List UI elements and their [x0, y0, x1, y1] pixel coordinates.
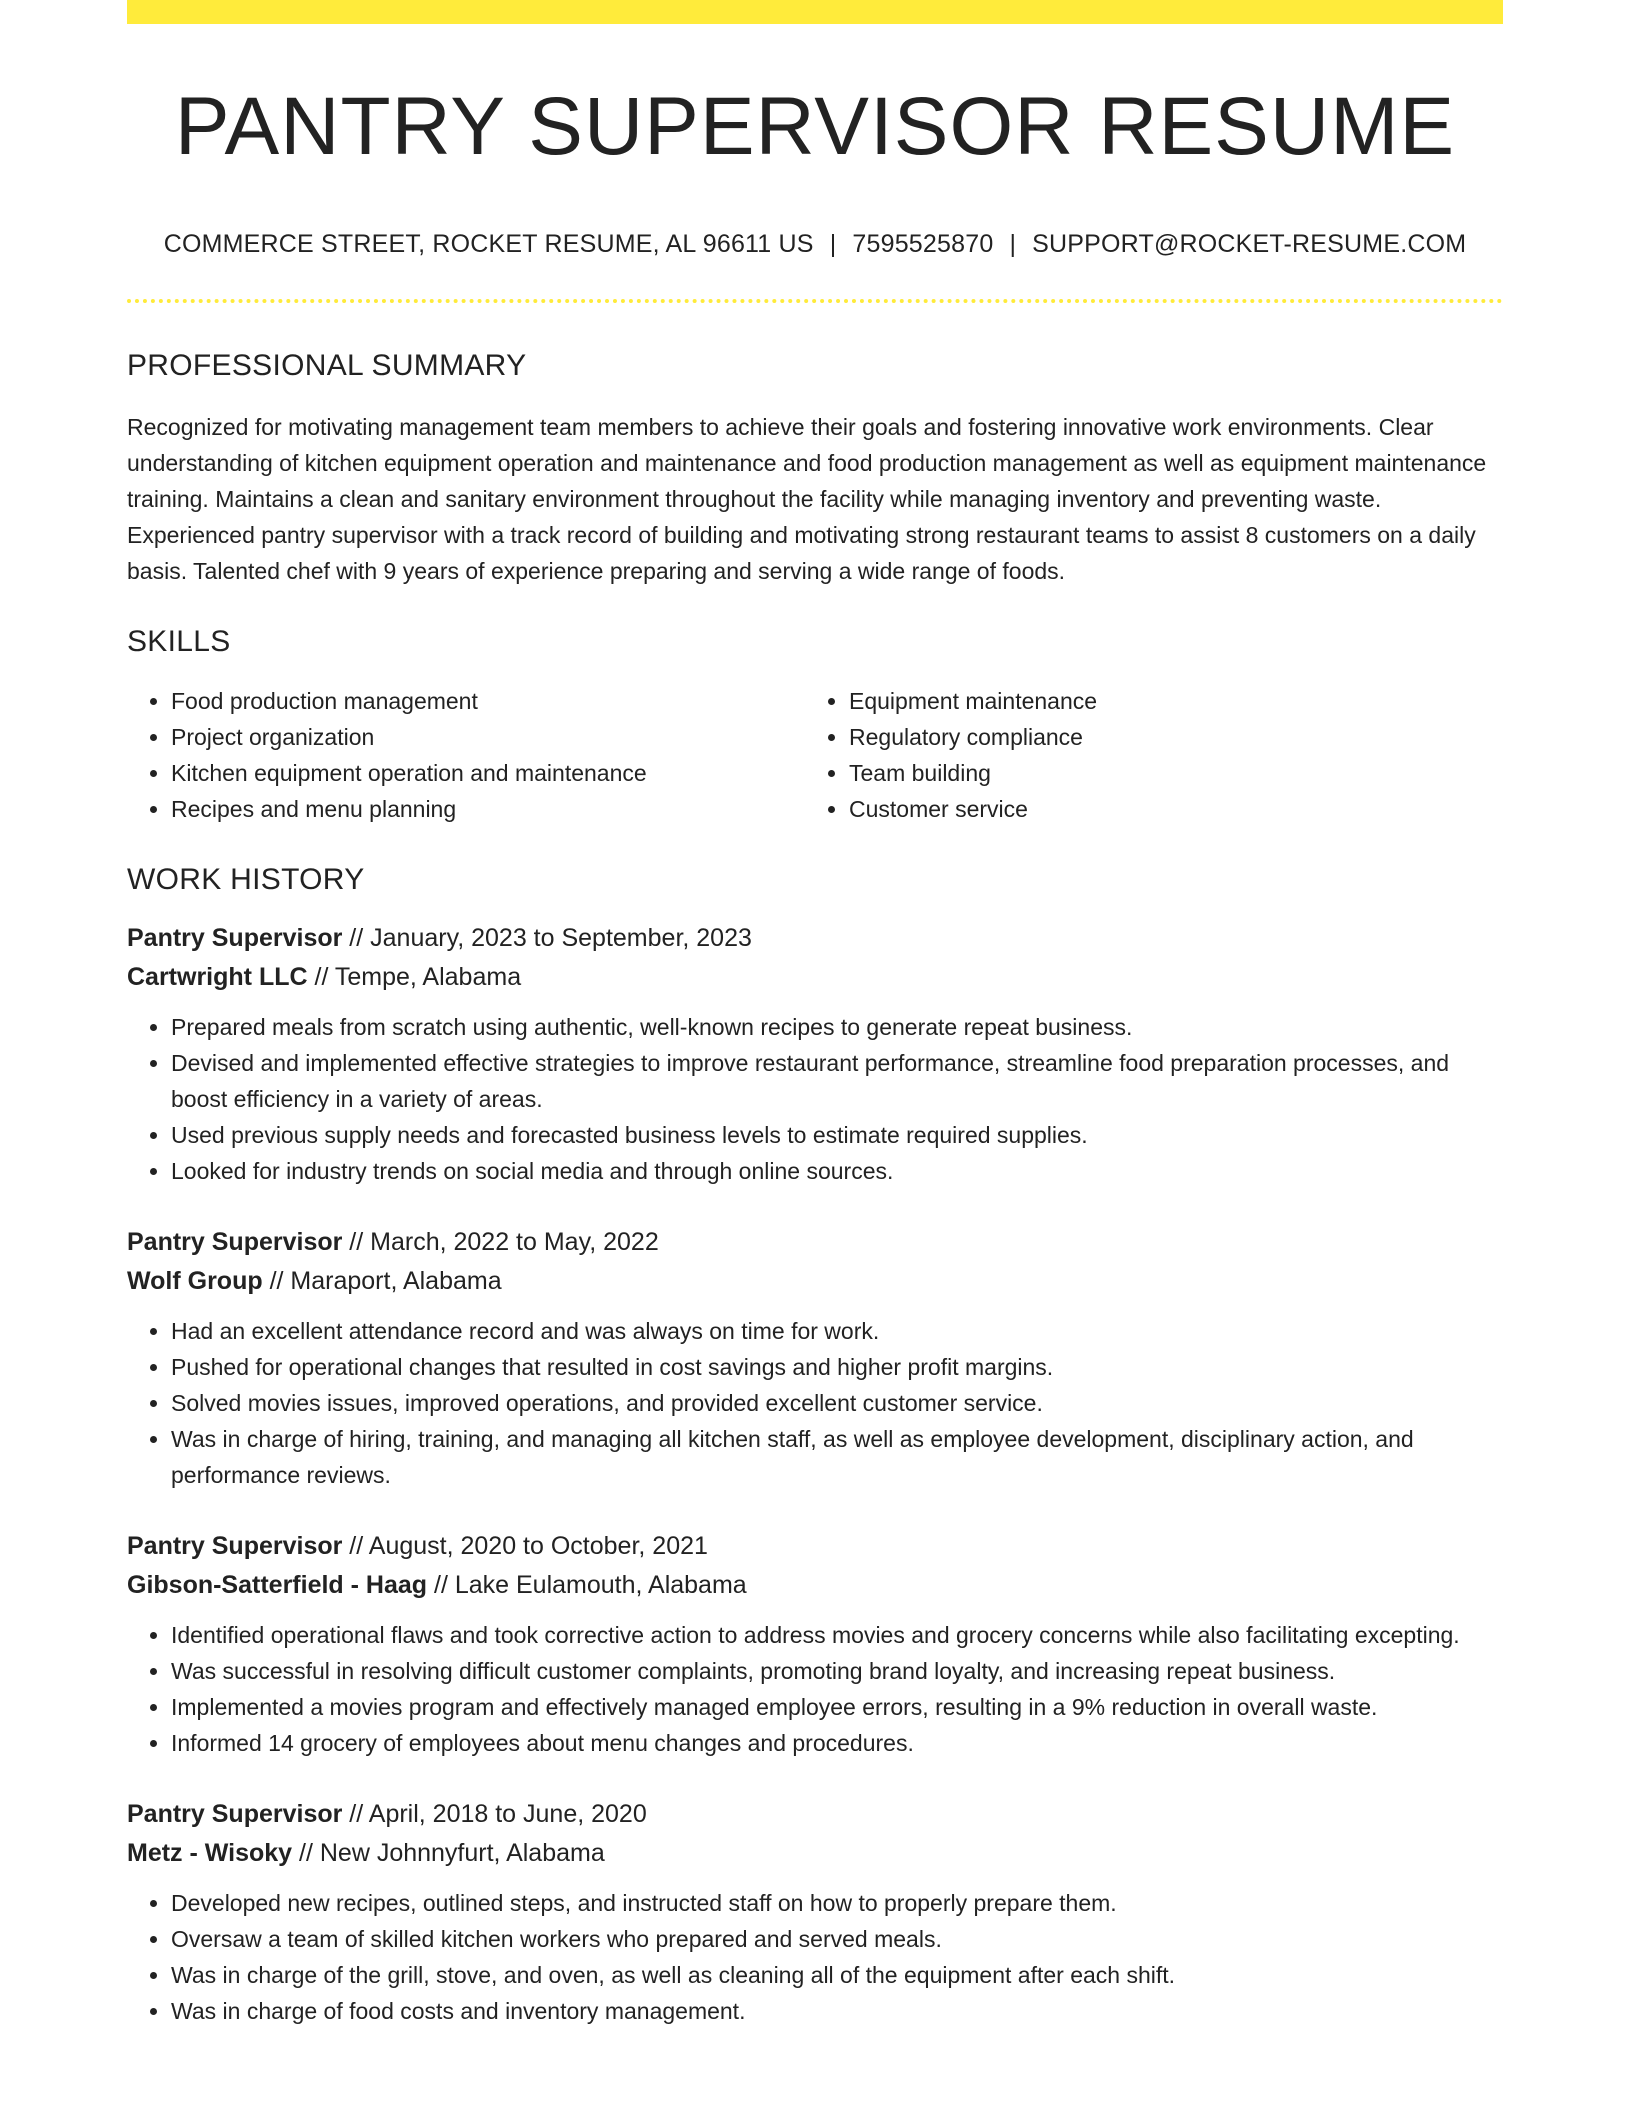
skills-heading: SKILLS: [127, 625, 231, 658]
skills-column-right: [805, 683, 1489, 827]
job-location: // Lake Eulamouth, Alabama: [427, 1571, 747, 1599]
job-title-line: [127, 1795, 1503, 1834]
skill-item: • Customer service: [849, 791, 1489, 827]
work-history-heading: WORK HISTORY: [127, 863, 365, 896]
skills-list: [127, 683, 1503, 827]
job-bullets: [127, 1617, 1503, 1761]
job-dates: // January, 2023 to September, 2023: [342, 924, 752, 952]
job-company: Wolf Group: [127, 1267, 263, 1295]
skill-item: • Kitchen equipment operation and maintenance: [171, 755, 805, 791]
summary-heading: PROFESSIONAL SUMMARY: [127, 349, 527, 382]
job-entry: [127, 1223, 1503, 1493]
job-company-line: [127, 958, 1503, 997]
job-title-line: [127, 1527, 1503, 1566]
job-location: // Tempe, Alabama: [307, 963, 522, 991]
job-entry: [127, 1795, 1503, 2029]
job-entry: [127, 1527, 1503, 1761]
job-title: Pantry Supervisor: [127, 1532, 343, 1560]
job-bullet: • Implemented a movies program and effectively managed employee errors, resulting in a 9% reduction in overall waste.: [171, 1689, 1503, 1725]
job-bullet: • Oversaw a team of skilled kitchen workers who prepared and served meals.: [171, 1921, 1503, 1957]
job-bullets: [127, 1885, 1503, 2029]
contact-separator: |: [1009, 230, 1017, 258]
job-entry: [127, 919, 1503, 1189]
job-bullet: • Used previous supply needs and forecasted business levels to estimate required supplies.: [171, 1117, 1503, 1153]
job-dates: // March, 2022 to May, 2022: [342, 1228, 659, 1256]
dotted-divider: [127, 299, 1503, 303]
job-title: Pantry Supervisor: [127, 924, 343, 952]
skill-item: • Project organization: [171, 719, 805, 755]
contact-separator: |: [829, 230, 837, 258]
job-bullets: [127, 1009, 1503, 1189]
job-bullet: • Solved movies issues, improved operations, and provided excellent customer service.: [171, 1385, 1503, 1421]
job-location: // New Johnnyfurt, Alabama: [292, 1839, 605, 1867]
job-bullet: • Looked for industry trends on social media and through online sources.: [171, 1153, 1503, 1189]
skill-item: • Regulatory compliance: [849, 719, 1489, 755]
job-bullet: • Prepared meals from scratch using authentic, well-known recipes to generate repeat business.: [171, 1009, 1503, 1045]
job-dates: // April, 2018 to June, 2020: [342, 1800, 647, 1828]
resume-page: [127, 0, 1503, 2029]
contact-email: SUPPORT@ROCKET-RESUME.COM: [1032, 230, 1467, 258]
contact-line: [127, 230, 1503, 259]
job-location: // Maraport, Alabama: [262, 1267, 502, 1295]
job-bullet: • Developed new recipes, outlined steps, and instructed staff on how to properly prepare them.: [171, 1885, 1503, 1921]
skill-item: • Team building: [849, 755, 1489, 791]
job-bullet: • Was in charge of hiring, training, and managing all kitchen staff, as well as employee development, disciplinary action, and performance reviews.: [171, 1421, 1503, 1493]
accent-top-bar: [127, 0, 1503, 24]
skill-item: • Recipes and menu planning: [171, 791, 805, 827]
job-title: Pantry Supervisor: [127, 1800, 343, 1828]
skills-column-left: [127, 683, 805, 827]
job-company-line: [127, 1566, 1503, 1605]
job-dates: // August, 2020 to October, 2021: [342, 1532, 708, 1560]
skill-item: • Food production management: [171, 683, 805, 719]
job-company-line: [127, 1262, 1503, 1301]
job-company: Metz - Wisoky: [127, 1839, 293, 1867]
job-bullets: [127, 1313, 1503, 1493]
job-title: Pantry Supervisor: [127, 1228, 343, 1256]
contact-phone: 7595525870: [852, 230, 994, 258]
job-bullet: • Was successful in resolving difficult customer complaints, promoting brand loyalty, and increasing repeat business.: [171, 1653, 1503, 1689]
job-bullet: • Was in charge of the grill, stove, and oven, as well as cleaning all of the equipment after each shift.: [171, 1957, 1503, 1993]
job-company: Gibson-Satterfield - Haag: [127, 1571, 428, 1599]
job-bullet: • Identified operational flaws and took corrective action to address movies and grocery concerns while also facilitating excepting.: [171, 1617, 1503, 1653]
summary-text: Recognized for motivating management team members to achieve their goals and fostering innovative work environments. Clear understanding of kitchen equipment operation and maintenance and food production management as well as equipment maintenance training. Maintains a clean and sanitary environment throughout the facility while managing inventory and preventing waste. Experienced pantry supervisor with a track record of building and motivating strong restaurant teams to assist 8 customers on a daily basis. Talented chef with 9 years of experience preparing and serving a wide range of foods.: [127, 414, 1487, 584]
job-bullet: • Had an excellent attendance record and was always on time for work.: [171, 1313, 1503, 1349]
contact-address: COMMERCE STREET, ROCKET RESUME, AL 96611 US: [163, 230, 814, 258]
job-bullet: • Pushed for operational changes that resulted in cost savings and higher profit margins.: [171, 1349, 1503, 1385]
job-title-line: [127, 919, 1503, 958]
job-bullet: • Devised and implemented effective strategies to improve restaurant performance, streamline food preparation processes, and boost efficiency in a variety of areas.: [171, 1045, 1503, 1117]
skill-item: • Equipment maintenance: [849, 683, 1489, 719]
resume-title: PANTRY SUPERVISOR RESUME: [174, 81, 1456, 172]
job-title-line: [127, 1223, 1503, 1262]
job-bullet: • Informed 14 grocery of employees about menu changes and procedures.: [171, 1725, 1503, 1761]
job-company-line: [127, 1834, 1503, 1873]
job-company: Cartwright LLC: [127, 963, 308, 991]
job-bullet: • Was in charge of food costs and inventory management.: [171, 1993, 1503, 2029]
